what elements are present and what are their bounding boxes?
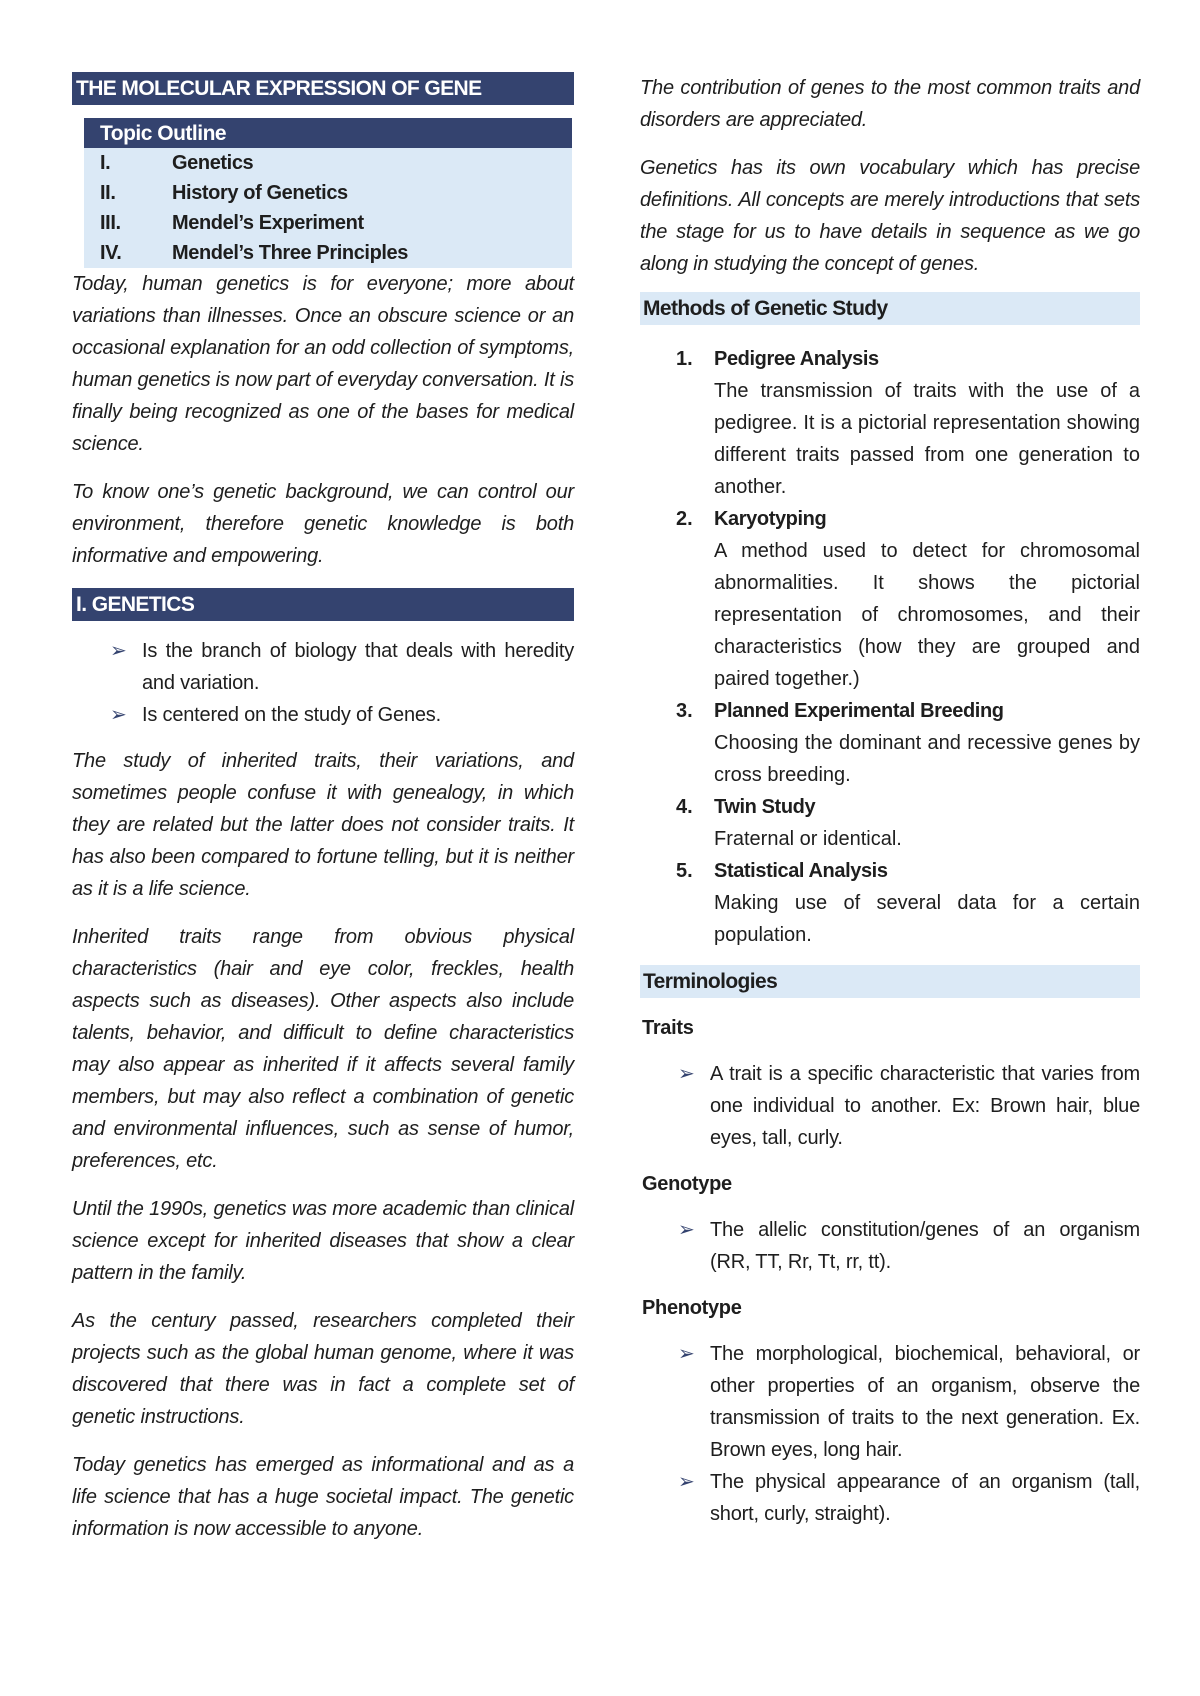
list-item-text: The allelic constitution/genes of an organism (RR, TT, Rr, Tt, rr, tt). <box>710 1219 1140 1273</box>
study-paragraph: The study of inherited traits, their variations, and sometimes people confuse it with genealogy, in which they are related but the latter does not consider traits. It has also been compared to fortune telling, but it is neither as it is a life science. <box>72 750 574 900</box>
outline-item-number: IV. <box>100 242 122 264</box>
arrow-bullet-icon: ➢ <box>110 640 127 662</box>
outline-item-label: History of Genetics <box>172 182 348 204</box>
outline-item <box>84 148 572 178</box>
topic-outline-list <box>84 148 572 268</box>
arrow-bullet-icon: ➢ <box>678 1343 695 1365</box>
method-number: 3. <box>676 700 693 722</box>
arrow-bullet-icon: ➢ <box>678 1219 695 1241</box>
list-item-text: Is centered on the study of Genes. <box>142 704 441 726</box>
method-item <box>676 695 1140 791</box>
genetics-section-heading: I. GENETICS <box>72 588 574 621</box>
outline-item-number: II. <box>100 182 116 204</box>
methods-list <box>640 343 1140 951</box>
genetics-definition-list <box>72 635 574 731</box>
outline-item-label: Genetics <box>172 152 254 174</box>
method-title: Statistical Analysis <box>714 860 888 882</box>
arrow-bullet-icon: ➢ <box>678 1063 695 1085</box>
list-item <box>110 699 574 731</box>
method-title: Planned Experimental Breeding <box>714 700 1004 722</box>
list-item <box>110 635 574 699</box>
list-item-text: The morphological, biochemical, behavioral, or other properties of an organism, observe the transmission of traits to the next generation. Ex. Brown eyes, long hair. <box>710 1343 1140 1461</box>
method-description: The transmission of traits with the use of a pedigree. It is a pictorial representation showing different traits passed from one generation to another. <box>714 380 1140 498</box>
arrow-bullet-icon: ➢ <box>110 704 127 726</box>
inherited-traits-paragraph: Inherited traits range from obvious physical characteristics (hair and eye color, freckles, health aspects such as diseases). Other aspects also include talents, behavior, and difficult to define characteristics may also appear as inherited if it affects several family members, but may also reflect a combination of genetic and environmental influences, such as sense of humor, preferences, etc. <box>72 926 574 1172</box>
document-title: THE MOLECULAR EXPRESSION OF GENE <box>72 72 574 105</box>
outline-item-label: Mendel’s Three Principles <box>172 242 409 264</box>
list-item <box>678 1058 1140 1154</box>
century-paragraph: As the century passed, researchers completed their projects such as the global human genome, where it was discovered that there was in fact a complete set of genetic instructions. <box>72 1310 574 1428</box>
vocabulary-paragraph: Genetics has its own vocabulary which has precise definitions. All concepts are merely introductions that sets the stage for us to have details in sequence as we go along in studying the concept of genes. <box>640 157 1140 275</box>
traits-list <box>640 1058 1140 1154</box>
outline-item <box>84 178 572 208</box>
outline-item-number: I. <box>100 152 111 174</box>
method-title: Twin Study <box>714 796 816 818</box>
method-number: 2. <box>676 508 693 530</box>
outline-item <box>84 208 572 238</box>
intro-paragraph: Today, human genetics is for everyone; more about variations than illnesses. Once an obscure science or an occasional explanation for an odd collection of symptoms, human genetics is now part of everyday conversation. It is finally being recognized as one of the bases for medical science. <box>72 273 574 455</box>
genotype-list <box>640 1214 1140 1278</box>
until-1990s-paragraph: Until the 1990s, genetics was more academic than clinical science except for inherited diseases that show a clear pattern in the family. <box>72 1198 574 1284</box>
method-item <box>676 503 1140 695</box>
method-number: 4. <box>676 796 693 818</box>
list-item <box>678 1466 1140 1530</box>
method-title: Pedigree Analysis <box>714 348 879 370</box>
methods-section-heading: Methods of Genetic Study <box>640 292 1140 325</box>
list-item <box>678 1214 1140 1278</box>
contribution-paragraph: The contribution of genes to the most common traits and disorders are appreciated. <box>640 77 1140 131</box>
method-description: Fraternal or identical. <box>714 828 902 850</box>
outline-item-number: III. <box>100 212 121 234</box>
genotype-heading: Genotype <box>642 1173 732 1195</box>
method-description: Making use of several data for a certain population. <box>714 892 1140 946</box>
topic-outline-heading: Topic Outline <box>84 118 572 148</box>
method-description: Choosing the dominant and recessive genes by cross breeding. <box>714 732 1140 786</box>
traits-heading: Traits <box>642 1017 694 1039</box>
list-item <box>678 1338 1140 1466</box>
method-title: Karyotyping <box>714 508 827 530</box>
topic-outline <box>84 118 572 268</box>
today-genetics-paragraph: Today genetics has emerged as informational and as a life science that has a huge societal impact. The genetic information is now accessible to anyone. <box>72 1454 574 1540</box>
method-number: 1. <box>676 348 693 370</box>
arrow-bullet-icon: ➢ <box>678 1471 695 1493</box>
genetic-background-paragraph: To know one’s genetic background, we can control our environment, therefore genetic knowledge is both informative and empowering. <box>72 481 574 567</box>
outline-item-label: Mendel’s Experiment <box>172 212 364 234</box>
phenotype-heading: Phenotype <box>642 1297 742 1319</box>
terminologies-section-heading: Terminologies <box>640 965 1140 998</box>
method-item <box>676 855 1140 951</box>
outline-item <box>84 238 572 268</box>
left-column <box>72 72 574 1561</box>
phenotype-list <box>640 1338 1140 1530</box>
right-column <box>640 72 1140 1530</box>
method-description: A method used to detect for chromosomal abnormalities. It shows the pictorial representation of chromosomes, and their characteristics (how they are grouped and paired together.) <box>714 540 1140 690</box>
list-item-text: Is the branch of biology that deals with heredity and variation. <box>142 640 574 694</box>
method-number: 5. <box>676 860 693 882</box>
list-item-text: The physical appearance of an organism (tall, short, curly, straight). <box>710 1471 1140 1525</box>
method-item <box>676 791 1140 855</box>
method-item <box>676 343 1140 503</box>
list-item-text: A trait is a specific characteristic that varies from one individual to another. Ex: Brown hair, blue eyes, tall, curly. <box>710 1063 1140 1149</box>
